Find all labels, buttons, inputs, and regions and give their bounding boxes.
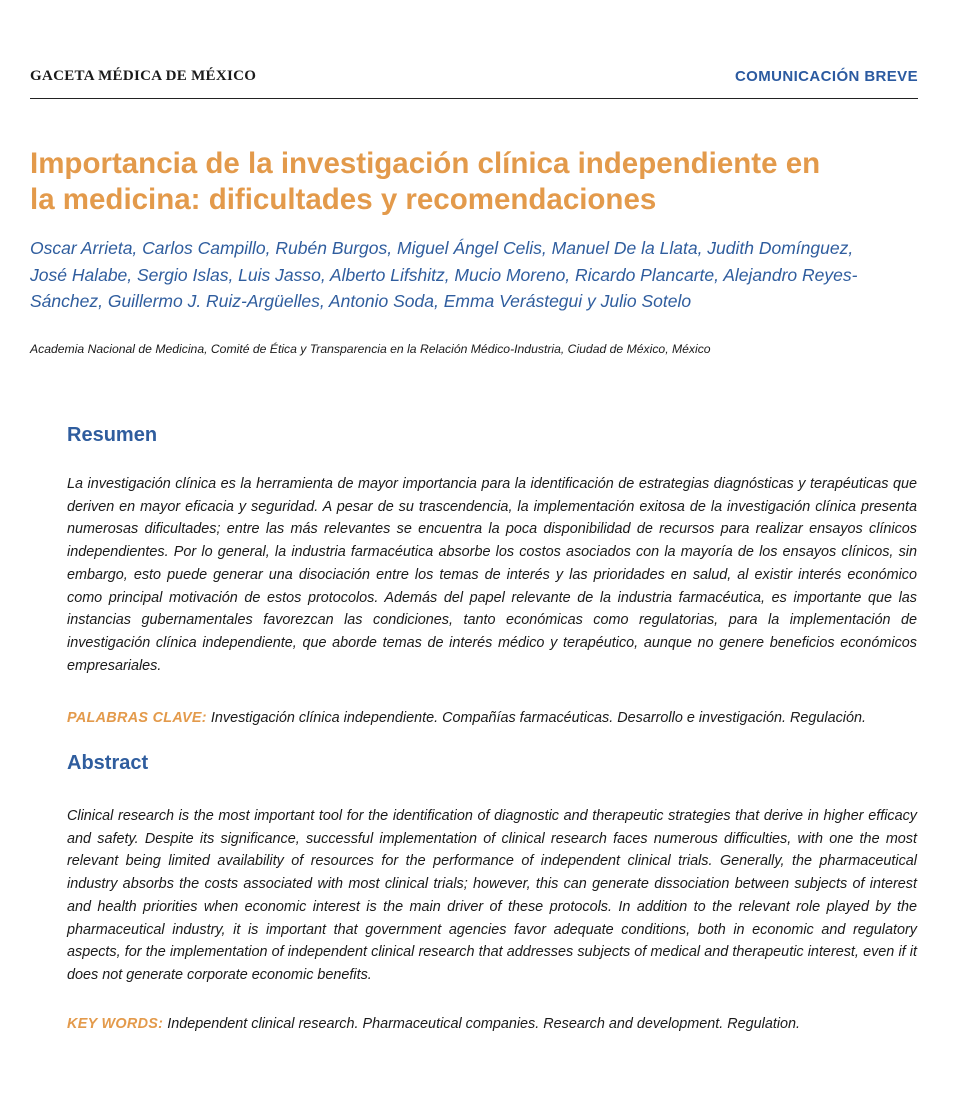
article-type: COMUNICACIÓN BREVE xyxy=(734,68,918,85)
article-title: Importancia de la investigación clínica independiente en la medicina: dificultades y recomendaciones xyxy=(30,147,821,216)
page-header xyxy=(30,68,918,99)
palabras-clave-text: Investigación clínica independiente. Compañías farmacéuticas. Desarrollo e investigación. Regulación. xyxy=(210,710,867,726)
palabras-clave xyxy=(67,708,927,728)
affiliation: Academia Nacional de Medicina, Comité de Ética y Transparencia en la Relación Médico-Industria, Ciudad de México, México xyxy=(30,342,711,356)
resumen-heading: Resumen xyxy=(67,424,158,446)
journal-name: GACETA MÉDICA DE MÉXICO xyxy=(30,68,257,84)
resumen-text: La investigación clínica es la herramienta de mayor importancia para la identificación de estrategias diagnósticas y terapéuticas que deriven en mayor eficacia y seguridad. A pesar de su trascendencia, la implementación exitosa de la investigación clínica presenta numerosas dificultades; entre las más relevantes se encuentra la poca disponibilidad de recursos para realizar ensayos clínicos independientes. Por lo general, la industria farmacéutica absorbe los costos asociados con la mayoría de los ensayos clínicos, sin embargo, esto puede generar una disociación entre los temas de interés y las prioridades en salud, al existir interés económico como principal motivación de estos protocolos. Además del papel relevante de la industria farmacéutica, es importante que las instancias gubernamentales favorezcan las condiciones, tanto económicas como regulatorias, para la implementación de investigación clínica independiente, que aborde temas de interés médico y terapéutico, aunque no genere beneficios económicos empresariales. xyxy=(67,476,917,674)
key-words-label: KEY WORDS: xyxy=(67,1016,164,1032)
abstract-heading: Abstract xyxy=(67,752,149,774)
abstract-text: Clinical research is the most important tool for the identification of diagnostic and therapeutic strategies that derive in higher efficacy and safety. Despite its significance, successful implementation of clinical research faces numerous difficulties, with one the most relevant being limited availability of resources for the performance of independent clinical trials. Generally, the pharmaceutical industry absorbs the costs associated with most clinical trials; however, this can generate dissociation between subjects of interest and health priorities when economic interest is the main driver of these protocols. In addition to the relevant role played by the pharmaceutical industry, it is important that government agencies favor adequate conditions, both in economic and regulatory aspects, for the implementation of independent clinical research that addresses subjects of medical and therapeutic interest, even if it does not generate corporate economic benefits. xyxy=(67,808,917,983)
palabras-clave-label: PALABRAS CLAVE: xyxy=(67,710,207,726)
key-words xyxy=(67,1014,927,1034)
author-list: Oscar Arrieta, Carlos Campillo, Rubén Burgos, Miguel Ángel Celis, Manuel De la Llata, Judith Domínguez, José Halabe, Sergio Islas, Luis Jasso, Alberto Lifshitz, Mucio Moreno, Ricardo Plancarte, Alejandro Reyes-Sánchez, Guillermo J. Ruiz-Argüelles, Antonio Soda, Emma Verástegui y Julio Sotelo xyxy=(30,238,858,311)
key-words-text: Independent clinical research. Pharmaceutical companies. Research and development. Regulation. xyxy=(167,1016,801,1032)
